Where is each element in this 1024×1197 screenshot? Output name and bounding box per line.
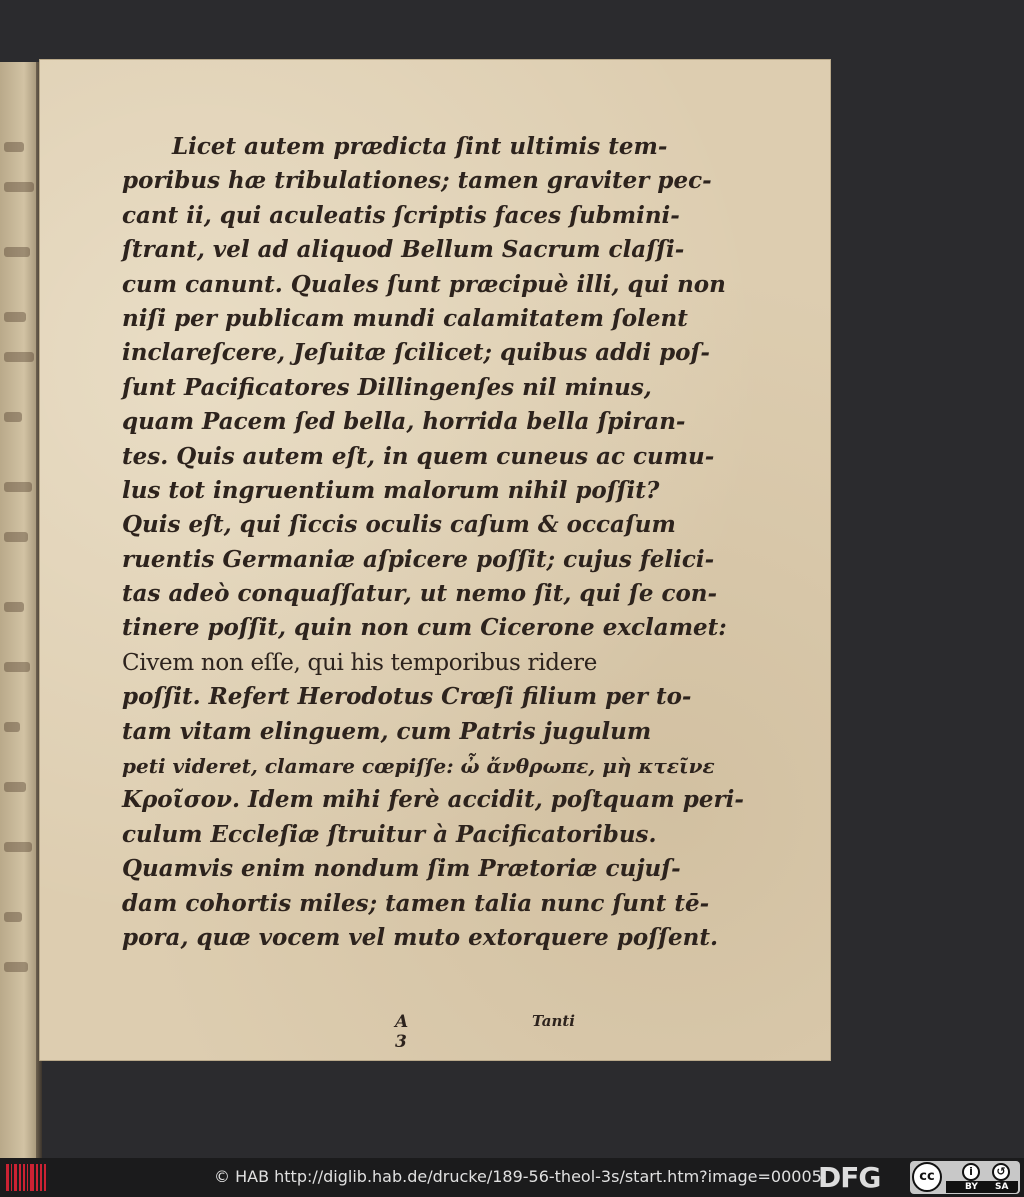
share-alike-icon: ↺ bbox=[992, 1163, 1010, 1181]
by-label: BY bbox=[965, 1182, 978, 1192]
previous-page-edge bbox=[0, 62, 40, 1162]
attribution-icon: i bbox=[962, 1163, 980, 1181]
text-line: culum Eccleſiæ ſtruitur à Pacificatoribus. bbox=[122, 820, 657, 848]
text-line: ruentis Germaniæ aſpicere poſſit; cujus felici- bbox=[122, 545, 715, 573]
library-barcode-icon[interactable] bbox=[6, 1164, 46, 1191]
text-line: tas adeò conquaſſatur, ut nemo ſit, qui ſe con- bbox=[122, 580, 718, 608]
text-line: Κροῖσον. Idem mihi ferè accidit, poſtquam peri- bbox=[122, 786, 744, 814]
text-line: inclareſcere, Jeſuitæ ſcilicet; quibus addi poſ- bbox=[122, 339, 710, 367]
text-line: dam cohortis miles; tamen talia nunc ſunt tē- bbox=[122, 889, 710, 917]
text-line: niſi per publicam mundi calamitatem ſolent bbox=[122, 304, 688, 332]
sa-label: SA bbox=[995, 1182, 1009, 1192]
text-line: Quamvis enim nondum ſim Prætoriæ cujuſ- bbox=[122, 855, 681, 883]
text-line: poſſit. Refert Herodotus Crœſi filium per to- bbox=[122, 683, 692, 711]
text-line: cant ii, qui aculeatis ſcriptis faces ſubmini- bbox=[122, 201, 680, 229]
cc-icon: cc bbox=[912, 1162, 942, 1192]
dfg-logo[interactable]: DFG bbox=[818, 1161, 881, 1194]
signature-mark: A 3 bbox=[395, 1012, 409, 1052]
source-link[interactable]: © HAB http://diglib.hab.de/drucke/189-56-theol-3s/start.htm?image=00005 bbox=[214, 1167, 822, 1186]
text-line: tinere poſſit, quin non cum Cicerone exclamet: bbox=[122, 614, 727, 642]
text-line: poribus hæ tribulationes; tamen graviter pec- bbox=[122, 167, 712, 195]
text-line: tam vitam elinguem, cum Patris jugulum bbox=[122, 717, 652, 745]
text-line: lus tot ingruentium malorum nihil poſſit? bbox=[122, 476, 660, 504]
text-line: pora, quæ vocem vel muto extorquere poſſent. bbox=[122, 923, 718, 951]
text-line: ſunt Pacificatores Dillingenſes nil minus, bbox=[122, 373, 652, 401]
text-line: quam Pacem ſed bella, horrida bella ſpiran- bbox=[122, 408, 686, 436]
catchword: Tanti bbox=[532, 1012, 575, 1030]
scanned-page bbox=[40, 60, 830, 1060]
text-line: Civem non eſſe, qui his temporibus ridere bbox=[122, 649, 598, 676]
viewer-footer bbox=[0, 1158, 1024, 1197]
page-text bbox=[122, 130, 744, 955]
text-line: Licet autem prædicta ſint ultimis tem- bbox=[172, 133, 668, 160]
text-line: ſtrant, vel ad aliquod Bellum Sacrum claſſi- bbox=[122, 236, 685, 264]
cc-license-badge[interactable] bbox=[910, 1161, 1020, 1194]
text-line: peti videret, clamare cœpiſſe: ὦ ἄνθρωπε, μὴ κτεῖνε bbox=[122, 754, 715, 779]
text-line: cum canunt. Quales ſunt præcipuè illi, qui non bbox=[122, 270, 726, 298]
text-line: Quis eſt, qui ſiccis oculis caſum & occaſum bbox=[122, 511, 676, 539]
text-line: tes. Quis autem eſt, in quem cuneus ac cumu- bbox=[122, 442, 715, 470]
